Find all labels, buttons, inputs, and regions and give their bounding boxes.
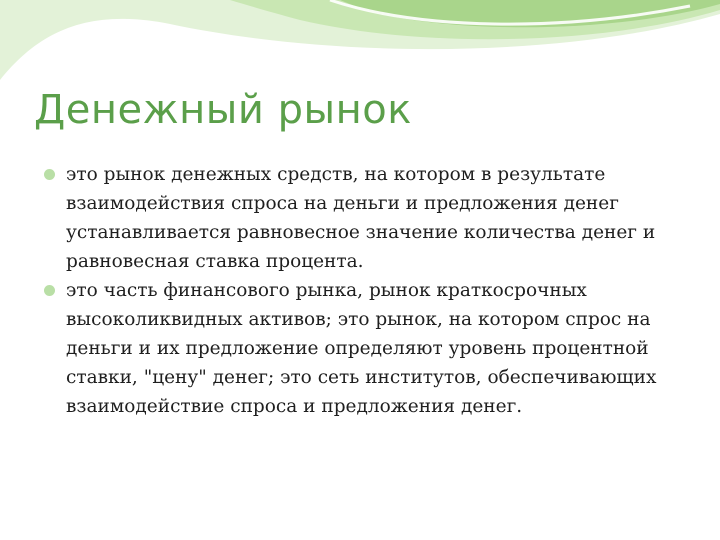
bullet-item [44,160,684,276]
bullet-text: это часть финансового рынка, рынок краткосрочных высоколиквидных активов; это рынок, на котором спрос на деньги и их предложение определяют уровень процентной ставки, "цену" денег; это сеть институтов, обеспечивающих взаимодействие спроса и предложения денег. [66,280,657,417]
header-wave-decoration [0,0,720,90]
slide-title: Денежный рынок [34,87,412,133]
bullet-list [44,160,684,421]
bullet-text: это рынок денежных средств, на котором в результате взаимодействия спроса на деньги и предложения денег устанавливается равновесное значение количества денег и равновесная ставка процента. [66,164,656,272]
bullet-item [44,276,684,421]
bullet-dot-icon [44,285,55,296]
bullet-dot-icon [44,169,55,180]
